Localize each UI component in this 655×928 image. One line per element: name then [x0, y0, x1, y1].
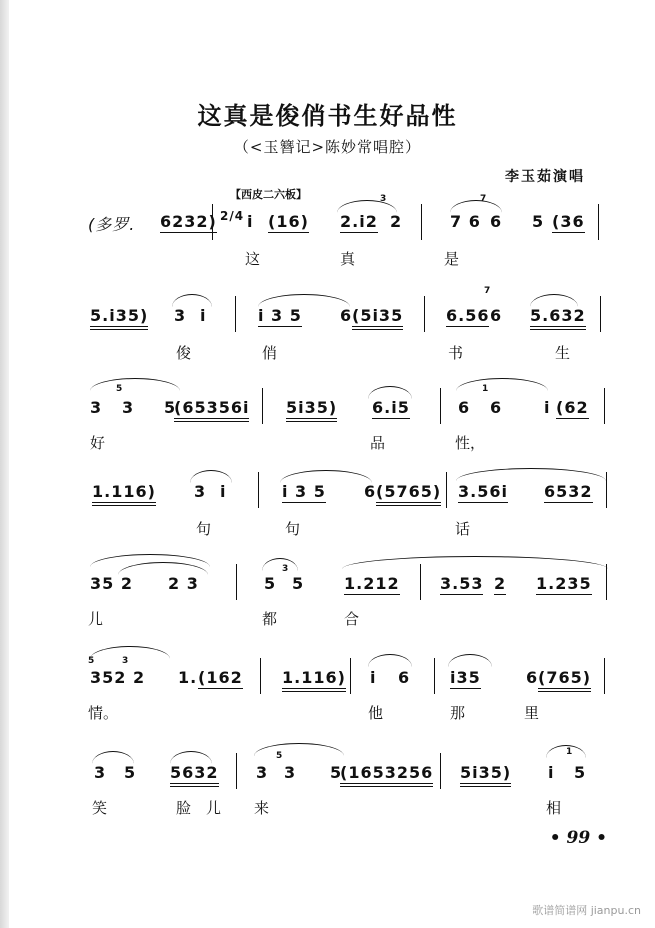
note-group: 6	[490, 306, 503, 325]
lyric: 他	[368, 704, 384, 722]
lyric: 书	[448, 344, 464, 362]
lyric: 好	[90, 434, 106, 452]
note-group: 1.	[178, 668, 198, 687]
slur	[456, 378, 548, 391]
bar-line	[421, 204, 422, 240]
watermark: 歌谱简谱网 jianpu.cn	[532, 904, 641, 917]
lyric: 这	[245, 250, 261, 268]
grace-note: 5	[276, 751, 283, 761]
lyric: 品	[370, 434, 386, 452]
grace-note: 5	[116, 384, 123, 394]
note-group: 3.53	[440, 574, 484, 593]
bar-line	[258, 472, 259, 508]
grace-note: 7	[484, 286, 491, 296]
song-title: 这真是俊俏书生好品性	[197, 101, 458, 130]
note-group: 1.235	[536, 574, 592, 593]
grace-note: 7	[480, 194, 487, 204]
time-signature: 2/4	[220, 209, 245, 223]
slur	[90, 646, 170, 659]
note-group: i35	[450, 668, 481, 687]
slur	[262, 558, 298, 571]
bar-line	[434, 658, 435, 694]
note-group: (765)	[538, 668, 591, 692]
note-group: 5632	[170, 763, 219, 787]
lyric: 儿	[206, 799, 222, 817]
note-group: (5i35	[352, 306, 403, 330]
note-group: i	[544, 398, 551, 417]
lyric: 性，	[455, 434, 486, 452]
note-group: 3	[174, 306, 187, 325]
slur	[90, 378, 180, 391]
note-group: i	[548, 763, 555, 782]
grace-note: 3	[380, 194, 387, 204]
note-group: 2.i2	[340, 212, 378, 231]
note-group: 6.56	[446, 306, 490, 325]
lyric: 句	[285, 520, 301, 538]
note-group: i	[370, 668, 377, 687]
grace-note: 5	[88, 656, 95, 666]
note-group: 352 2	[90, 668, 146, 687]
note-group: 7 6	[450, 212, 481, 231]
slur	[342, 556, 608, 569]
score-system-3	[0, 370, 655, 460]
page-number: • 99 •	[549, 828, 607, 848]
score-system-6	[0, 640, 655, 730]
score-system-1	[0, 186, 655, 276]
bar-line	[236, 753, 237, 789]
note-group: 2	[494, 574, 507, 593]
note-group: 3	[194, 482, 207, 501]
note-group: (1653256	[340, 763, 433, 787]
note-group: 3	[256, 763, 269, 782]
performer-credit: 李玉茹演唱	[505, 169, 585, 185]
lyric: 情。	[88, 704, 119, 722]
lyric: 儿	[88, 610, 104, 628]
note-group: 6	[398, 668, 411, 687]
note-group: 6532	[544, 482, 593, 501]
note-group: 35 2	[90, 574, 133, 593]
note-group: 3	[122, 398, 135, 417]
note-group: i	[220, 482, 227, 501]
note-group: 5i35)	[286, 398, 337, 422]
note-group: 6.i5	[372, 398, 410, 417]
note-group: 6	[490, 212, 503, 231]
slur	[456, 468, 606, 481]
note-group: 2	[390, 212, 403, 231]
note-group: i 3 5	[258, 306, 302, 325]
note-group: i	[200, 306, 207, 325]
note-group: (5765)	[376, 482, 441, 506]
bar-line	[446, 472, 447, 508]
score-system-4	[0, 458, 655, 548]
bar-line	[606, 564, 607, 600]
grace-note: 1	[482, 384, 489, 394]
lyric: 脸	[176, 799, 192, 817]
bar-line	[420, 564, 421, 600]
score-system-5	[0, 546, 655, 636]
note-group: (65356i	[174, 398, 249, 422]
note-group: (多罗.	[88, 215, 136, 234]
note-group: 6	[364, 482, 377, 501]
note-group: 3	[94, 763, 107, 782]
note-group: 5	[330, 763, 343, 782]
lyric: 都	[262, 610, 278, 628]
note-group: 5.632	[530, 306, 586, 330]
lyric: 那	[450, 704, 466, 722]
bar-line	[440, 753, 441, 789]
bar-line	[350, 658, 351, 694]
note-group: 5i35)	[460, 763, 511, 787]
bar-line	[424, 296, 425, 332]
lyric: 来	[254, 799, 270, 817]
note-group: 3	[284, 763, 297, 782]
note-group: 5	[532, 212, 545, 231]
lyric: 俏	[262, 344, 278, 362]
note-group: 3.56i	[458, 482, 508, 501]
bar-line	[598, 204, 599, 240]
lyric: 俊	[176, 344, 192, 362]
note-group: 5	[574, 763, 587, 782]
note-group: 1.116)	[282, 668, 346, 692]
bar-line	[606, 472, 607, 508]
note-group: 6	[490, 398, 503, 417]
score-system-7	[0, 735, 655, 825]
note-group: 5.i35)	[90, 306, 148, 330]
song-subtitle: （<玉簪记>陈妙常唱腔）	[233, 138, 422, 156]
bar-line	[604, 658, 605, 694]
bar-line	[260, 658, 261, 694]
bar-line	[440, 388, 441, 424]
note-group: 6	[526, 668, 539, 687]
slur	[448, 654, 492, 667]
grace-note: 3	[282, 564, 289, 574]
lyric: 合	[344, 610, 360, 628]
lyric: 相	[546, 799, 562, 817]
note-group: (36	[552, 212, 585, 231]
slur	[254, 743, 344, 756]
note-group: 5	[164, 398, 177, 417]
tempo-label: 【西皮二六板】	[230, 188, 307, 201]
note-group: 6	[340, 306, 353, 325]
note-group: (162	[198, 668, 243, 687]
bar-line	[600, 296, 601, 332]
bar-line	[212, 204, 213, 240]
lyric: 句	[196, 520, 212, 538]
lyric: 真	[340, 250, 356, 268]
bar-line	[235, 296, 236, 332]
note-group: 5	[264, 574, 277, 593]
note-group: i	[247, 212, 254, 231]
score-system-2	[0, 282, 655, 372]
note-group: (62	[556, 398, 589, 417]
lyric: 笑	[92, 799, 108, 817]
note-group: 2 3	[168, 574, 199, 593]
lyric: 里	[524, 704, 540, 722]
note-group: 1.116)	[92, 482, 156, 506]
slur	[368, 654, 412, 667]
grace-note: 3	[122, 656, 129, 666]
note-group: (16)	[268, 212, 309, 231]
lyric: 是	[444, 250, 460, 268]
note-group: 6	[458, 398, 471, 417]
lyric: 生	[555, 344, 571, 362]
note-group: 5	[292, 574, 305, 593]
bar-line	[604, 388, 605, 424]
bar-line	[262, 388, 263, 424]
bar-line	[236, 564, 237, 600]
note-group: i 3 5	[282, 482, 326, 501]
note-group: 5	[124, 763, 137, 782]
grace-note: 1	[566, 747, 573, 757]
note-group: 1.212	[344, 574, 400, 593]
lyric: 话	[455, 520, 471, 538]
note-group: 6232)	[160, 212, 217, 231]
note-group: 3	[90, 398, 103, 417]
